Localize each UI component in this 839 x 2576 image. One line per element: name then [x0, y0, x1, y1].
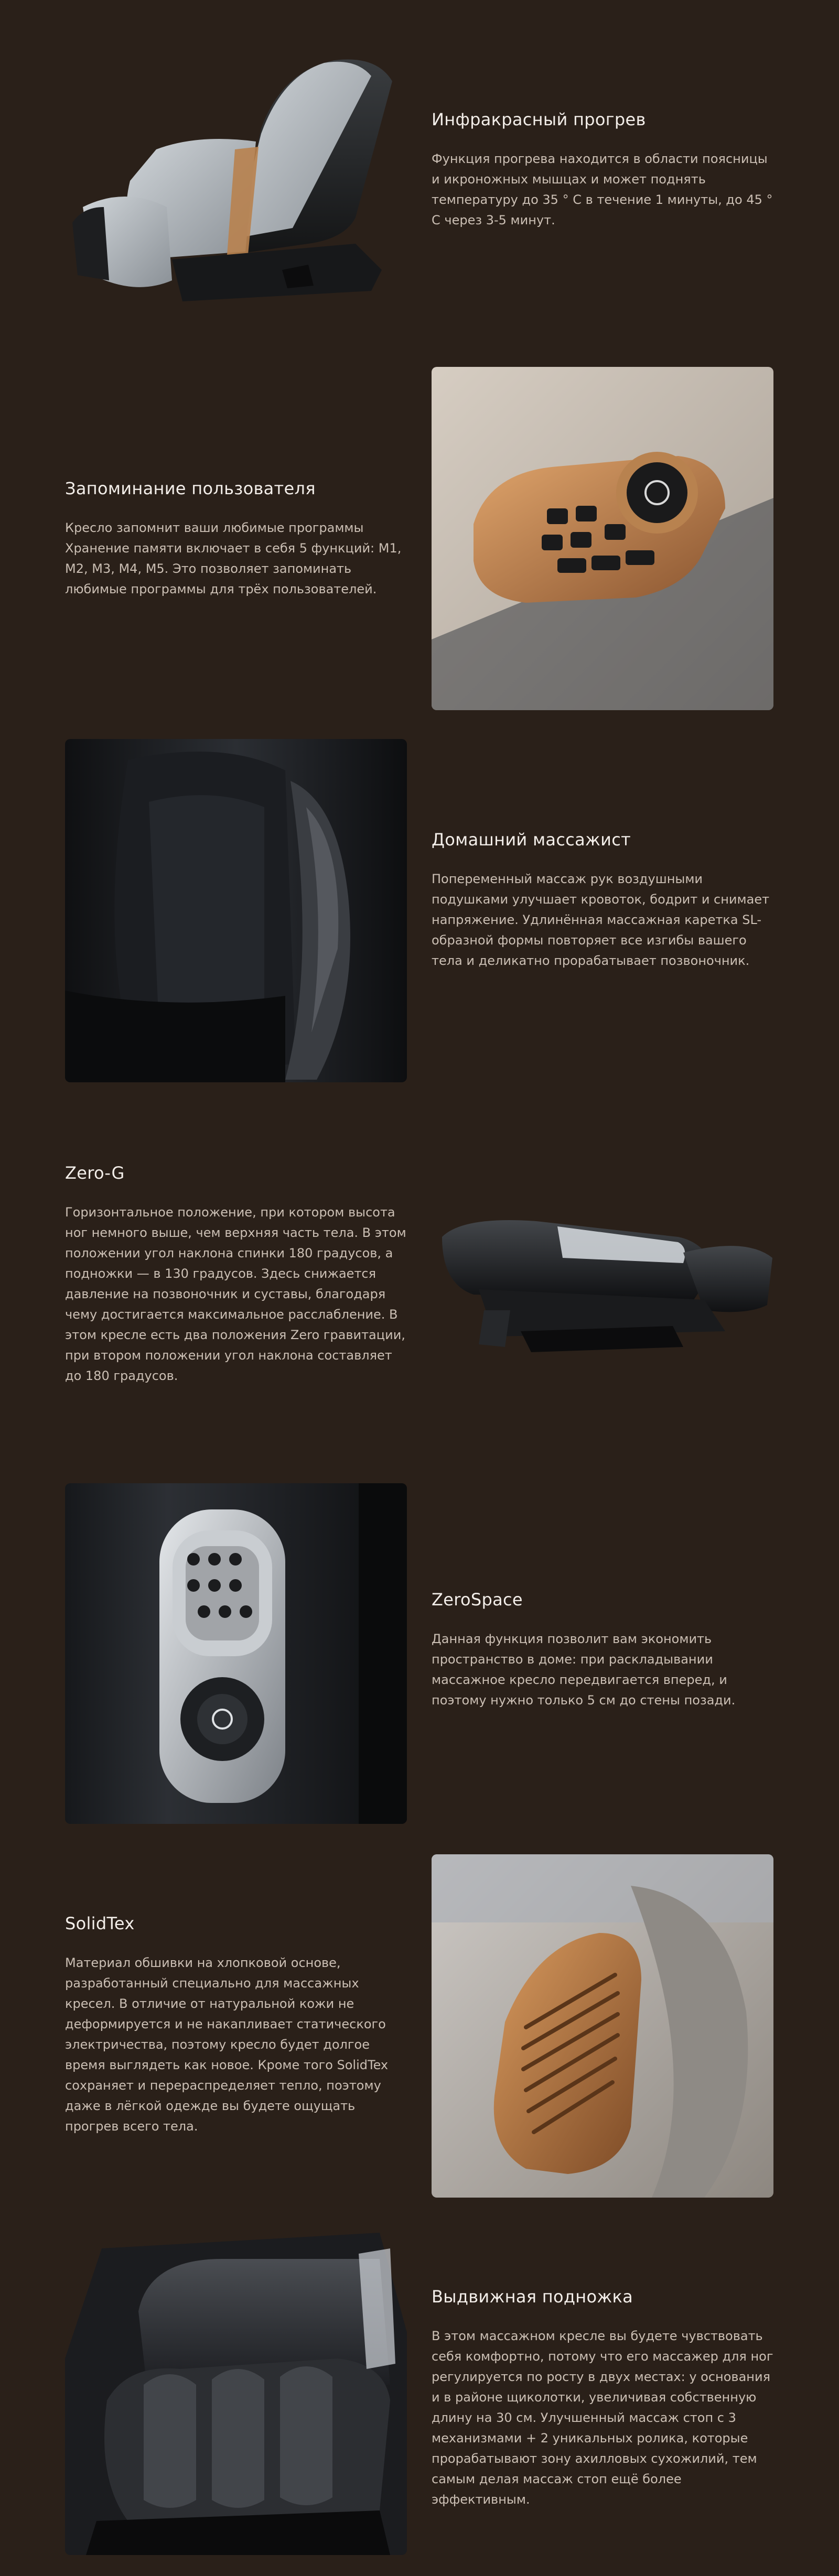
infrared-chair-image: [62, 50, 397, 312]
footrest-photo: [65, 2227, 407, 2555]
zerospace-text: [432, 1589, 778, 1711]
feature-description: В этом массажном кресле вы будете чувствовать себя комфортно, потому что его массажер для ног регулируется по росту в двух местах: у основания и в районе щиколотки, увеличивая собственную длину на 30 см. Улучшенный массаж стоп с 3 механизмами + 2 уникальных ролика, которые прорабатывают зону ахилловых сухожилий, тем самым делая массаж стоп ещё более эффективным.: [432, 2329, 773, 2507]
feature-solidtex: [0, 1834, 839, 2212]
feature-description: Попеременный массаж рук воздушными подушками улучшает кровоток, бодрит и снимает напряжение. Удлинённая массажная каретка SL-образной формы повторяет все изгибы вашего тела и деликатно прорабатывает позвоночник.: [432, 872, 770, 968]
solidtex-text: [65, 1913, 411, 2137]
feature-description: Материал обшивки на хлопковой основе, разработанный специально для массажных кресел. В отличие от натуральной кожи не деформируется и не накапливает статического электричества, поэтому кресло будет долгое время выглядеть как новое. Кроме того SolidTex сохраняет и перераспределяет тепло, поэтому даже в лёгкой одежде вы будете ощущать прогрев всего тела.: [65, 1955, 389, 2134]
zero-g-text: [65, 1162, 411, 1386]
feature-title: Запоминание пользователя: [65, 479, 316, 498]
infrared-text: [432, 109, 778, 231]
feature-zerospace: [0, 1468, 839, 1834]
control-panel-photo: [65, 1483, 407, 1824]
feature-footrest: [0, 2212, 839, 2576]
feature-description: Кресло запомнит ваши любимые программы Хранение памяти включает в себя 5 функций: M1, M2, M3, M4, M5. Это позволяет запоминать любимые программы для трёх пользователей.: [65, 520, 402, 596]
side-speaker-photo: [432, 1854, 773, 2198]
user-memory-text: [65, 478, 411, 600]
feature-title: Zero-G: [65, 1163, 125, 1183]
feature-title: ZeroSpace: [432, 1590, 523, 1610]
feature-title: Инфракрасный прогрев: [432, 110, 646, 129]
backrest-interior-photo: [65, 739, 407, 1082]
feature-user-memory: [0, 356, 839, 718]
feature-title: Домашний массажист: [432, 830, 631, 850]
feature-infrared: [0, 0, 839, 356]
reclined-chair-image: [432, 1205, 778, 1373]
feature-zero-g: [0, 1116, 839, 1468]
footrest-text: [432, 2286, 778, 2510]
feature-description: Функция прогрева находится в области поясницы и икроножных мышцах и может поднять температуру до 35 ° С в течение 1 минуты, до 45 ° С через 3-5 минут.: [432, 151, 773, 227]
feature-title: Выдвижная подножка: [432, 2287, 633, 2307]
feature-description: Горизонтальное положение, при котором высота ног немного выше, чем верхняя часть тела. В этом положении угол наклона спинки 180 градусов, а подножки — в 130 градусов. Здесь снижается давление на позвоночник и суставы, благодаря чему достигается максимальное расслабление. В этом кресле есть два положения Zero гравитации, при втором положении угол наклона составляет до 180 градусов.: [65, 1205, 406, 1383]
feature-home-masseur: [0, 718, 839, 1116]
armrest-remote-photo: [432, 367, 773, 710]
home-masseur-text: [432, 829, 778, 971]
feature-title: SolidTex: [65, 1914, 135, 1933]
feature-description: Данная функция позволит вам экономить пространство в доме: при раскладывании массажное кресло передвигается вперед, и поэтому нужно только 5 см до стены позади.: [432, 1632, 736, 1708]
